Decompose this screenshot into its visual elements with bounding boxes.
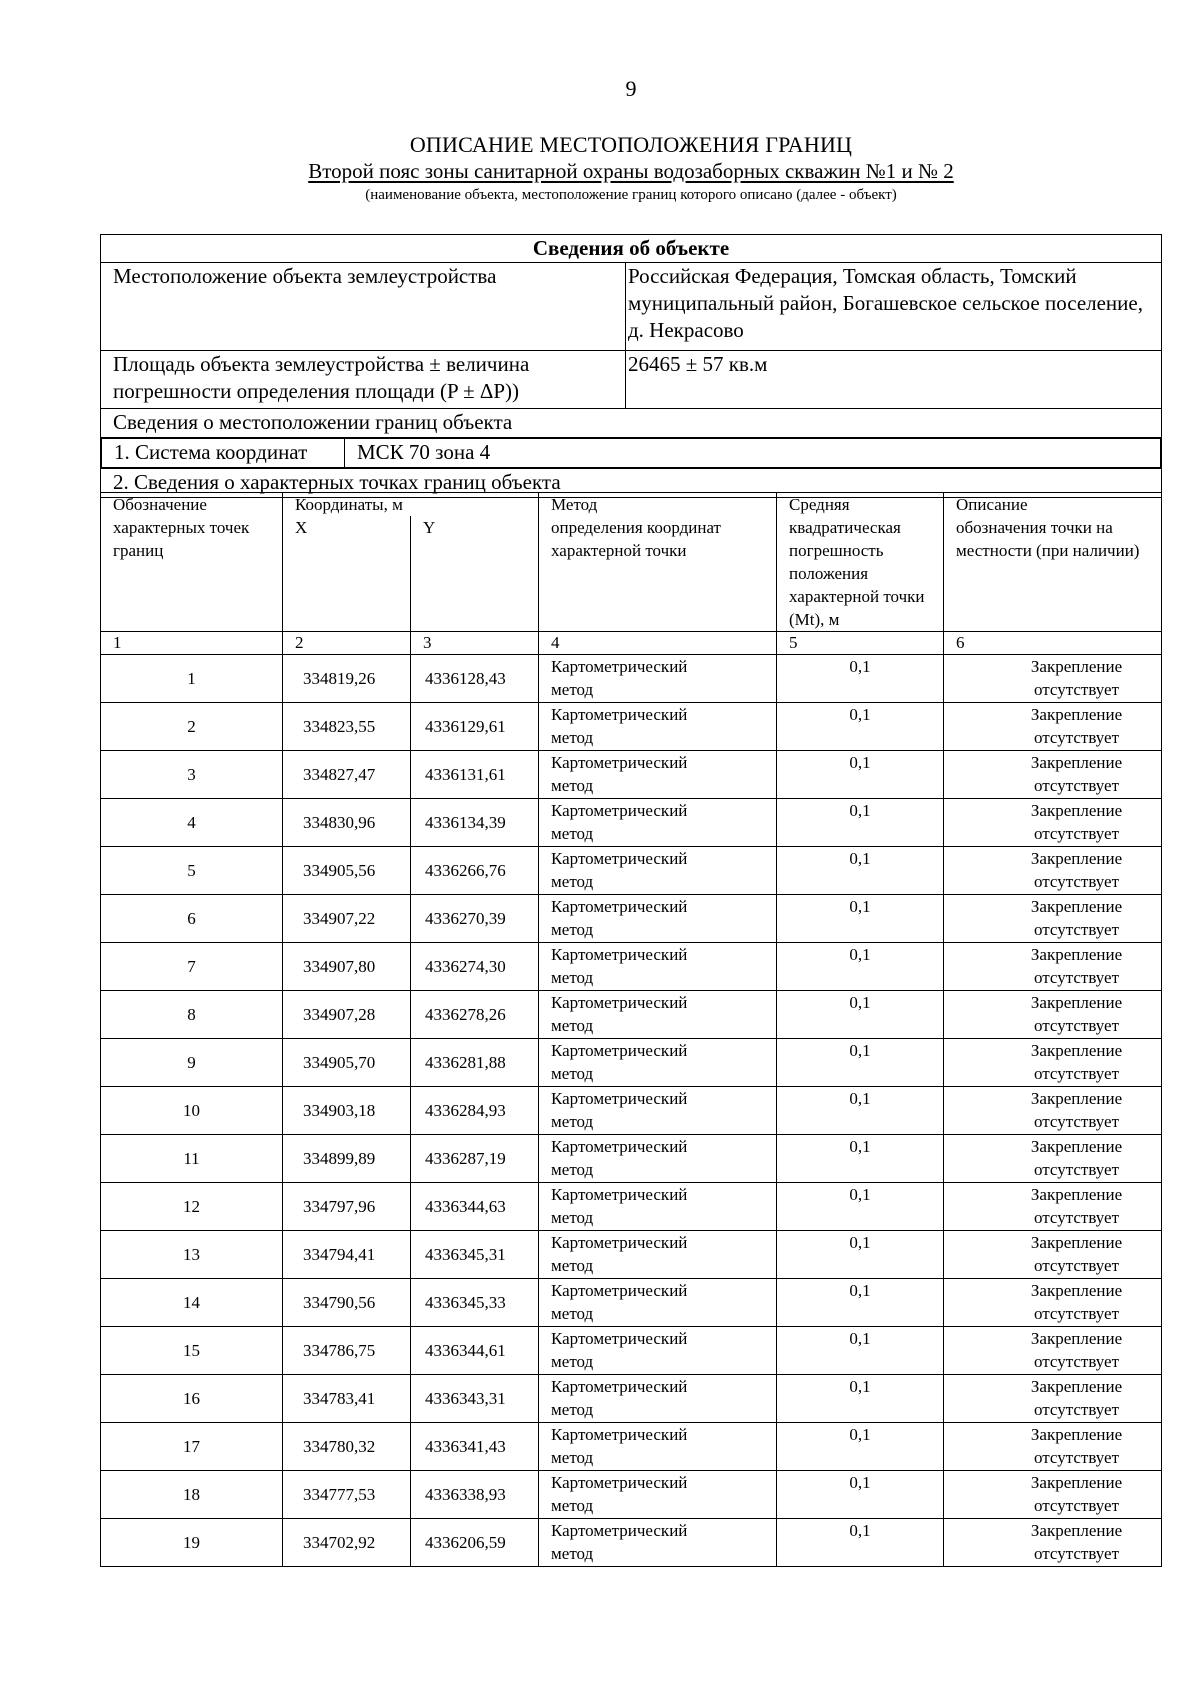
point-method-line1: Картометрический <box>551 945 688 964</box>
point-y: 4336129,61 <box>411 703 539 751</box>
point-method-line1: Картометрический <box>551 993 688 1012</box>
table-row <box>101 799 1162 847</box>
location-label: Местоположение объекта землеустройства <box>101 263 626 351</box>
point-method-line2: метод <box>551 1016 594 1035</box>
col-error-top: Средняя <box>777 493 944 517</box>
point-description-line1: Закрепление <box>1030 1137 1123 1156</box>
point-number: 17 <box>101 1423 283 1471</box>
point-method-line2: метод <box>551 1304 594 1323</box>
point-description <box>944 703 1162 751</box>
point-description-line1: Закрепление <box>1030 1521 1123 1540</box>
point-description-line1: Закрепление <box>1030 1281 1123 1300</box>
point-method <box>539 1375 777 1423</box>
point-description-line2: отсутствует <box>1033 968 1120 987</box>
point-description-line2: отсутствует <box>1033 872 1120 891</box>
point-error: 0,1 <box>777 703 944 751</box>
point-description-line2: отсутствует <box>1033 1544 1120 1563</box>
column-number: 1 <box>101 632 283 655</box>
point-number: 5 <box>101 847 283 895</box>
point-error: 0,1 <box>777 1327 944 1375</box>
table-row <box>101 1375 1162 1423</box>
point-method <box>539 1039 777 1087</box>
point-method-line2: метод <box>551 1448 594 1467</box>
point-description-line1: Закрепление <box>1030 1473 1123 1492</box>
point-method-line2: метод <box>551 1496 594 1515</box>
point-method-line2: метод <box>551 1208 594 1227</box>
point-number: 16 <box>101 1375 283 1423</box>
point-description <box>944 1423 1162 1471</box>
point-error: 0,1 <box>777 895 944 943</box>
points-table <box>100 492 1162 1567</box>
point-description <box>944 1231 1162 1279</box>
point-method <box>539 703 777 751</box>
col-coordinates-top: Координаты, м <box>283 493 539 517</box>
point-number: 12 <box>101 1183 283 1231</box>
point-method-line2: метод <box>551 1256 594 1275</box>
point-method-line2: метод <box>551 1160 594 1179</box>
boundaries-header: Сведения о местоположении границ объекта <box>101 409 1162 438</box>
col-designation-top: Обозначение <box>101 493 283 517</box>
point-y: 4336287,19 <box>411 1135 539 1183</box>
point-method-line1: Картометрический <box>551 1473 688 1492</box>
point-y: 4336338,93 <box>411 1471 539 1519</box>
point-number: 7 <box>101 943 283 991</box>
point-description <box>944 1327 1162 1375</box>
object-info-header: Сведения об объекте <box>101 235 1162 263</box>
object-info-table <box>100 234 1162 498</box>
point-y: 4336134,39 <box>411 799 539 847</box>
point-error: 0,1 <box>777 991 944 1039</box>
point-x: 334819,26 <box>283 655 411 703</box>
point-method-line1: Картометрический <box>551 1137 688 1156</box>
area-value: 26465 ± 57 кв.м <box>626 351 1162 409</box>
point-x: 334790,56 <box>283 1279 411 1327</box>
col-designation-bottom: характерных точек границ <box>101 516 283 632</box>
document-title: ОПИСАНИЕ МЕСТОПОЛОЖЕНИЯ ГРАНИЦ <box>409 132 853 157</box>
point-error: 0,1 <box>777 1039 944 1087</box>
col-x-header: X <box>283 516 411 632</box>
point-y: 4336131,61 <box>411 751 539 799</box>
point-x: 334830,96 <box>283 799 411 847</box>
point-x: 334907,22 <box>283 895 411 943</box>
table-row <box>101 1279 1162 1327</box>
point-description <box>944 1519 1162 1567</box>
point-method-line2: метод <box>551 1400 594 1419</box>
point-x: 334794,41 <box>283 1231 411 1279</box>
point-method-line1: Картометрический <box>551 705 688 724</box>
point-method-line2: метод <box>551 776 594 795</box>
point-method-line2: метод <box>551 920 594 939</box>
location-value: Российская Федерация, Томская область, Томский муниципальный район, Богашевское сельское поселение, д. Некрасово <box>626 263 1162 351</box>
point-description-line2: отсутствует <box>1033 1064 1120 1083</box>
point-method-line2: метод <box>551 872 594 891</box>
point-method-line1: Картометрический <box>551 657 688 676</box>
point-description-line2: отсутствует <box>1033 776 1120 795</box>
point-error: 0,1 <box>777 943 944 991</box>
col-y-header: Y <box>411 516 539 632</box>
col-error-bottom: квадратическая погрешность положения характерной точки (Mt), м <box>777 516 944 632</box>
point-description <box>944 991 1162 1039</box>
table-row <box>101 1471 1162 1519</box>
point-description <box>944 1375 1162 1423</box>
table-row <box>101 1423 1162 1471</box>
point-x: 334780,32 <box>283 1423 411 1471</box>
point-number: 14 <box>101 1279 283 1327</box>
point-description-line1: Закрепление <box>1030 897 1123 916</box>
point-description-line1: Закрепление <box>1030 1089 1123 1108</box>
table-row <box>101 1135 1162 1183</box>
point-number: 2 <box>101 703 283 751</box>
point-y: 4336128,43 <box>411 655 539 703</box>
point-method-line2: метод <box>551 1352 594 1371</box>
point-description-line2: отсутствует <box>1033 1208 1120 1227</box>
point-description <box>944 1183 1162 1231</box>
point-error: 0,1 <box>777 655 944 703</box>
point-description <box>944 1087 1162 1135</box>
point-x: 334903,18 <box>283 1087 411 1135</box>
table-row <box>101 943 1162 991</box>
point-method-line1: Картометрический <box>551 1089 688 1108</box>
point-y: 4336343,31 <box>411 1375 539 1423</box>
table-row <box>101 1231 1162 1279</box>
point-y: 4336281,88 <box>411 1039 539 1087</box>
point-method <box>539 895 777 943</box>
column-number: 5 <box>777 632 944 655</box>
point-method-line1: Картометрический <box>551 753 688 772</box>
point-description <box>944 847 1162 895</box>
points-header-row-top <box>101 493 1162 517</box>
coord-system-label: 1. Система координат <box>102 439 345 468</box>
point-description <box>944 1135 1162 1183</box>
point-x: 334777,53 <box>283 1471 411 1519</box>
points-header: 2. Сведения о характерных точках границ объекта <box>101 469 1162 498</box>
table-row <box>101 895 1162 943</box>
point-number: 4 <box>101 799 283 847</box>
point-description <box>944 799 1162 847</box>
point-description-line1: Закрепление <box>1030 657 1123 676</box>
point-method <box>539 751 777 799</box>
point-description-line2: отсутствует <box>1033 1256 1120 1275</box>
point-description-line1: Закрепление <box>1030 945 1123 964</box>
point-description <box>944 943 1162 991</box>
point-description-line1: Закрепление <box>1030 753 1123 772</box>
point-x: 334905,56 <box>283 847 411 895</box>
point-description <box>944 751 1162 799</box>
point-method-line2: метод <box>551 1112 594 1131</box>
point-description-line2: отсутствует <box>1033 680 1120 699</box>
point-method <box>539 1231 777 1279</box>
table-row <box>101 991 1162 1039</box>
point-description <box>944 655 1162 703</box>
column-numbers-row <box>101 632 1162 655</box>
column-number: 2 <box>283 632 411 655</box>
point-description-line1: Закрепление <box>1030 1329 1123 1348</box>
column-number: 6 <box>944 632 1162 655</box>
area-label: Площадь объекта землеустройства ± величина погрешности определения площади (P ± ΔP)) <box>101 351 626 409</box>
point-y: 4336284,93 <box>411 1087 539 1135</box>
point-description <box>944 895 1162 943</box>
point-y: 4336274,30 <box>411 943 539 991</box>
point-method <box>539 1423 777 1471</box>
point-description-line2: отсутствует <box>1033 1400 1120 1419</box>
point-method <box>539 655 777 703</box>
point-method-line2: метод <box>551 1544 594 1563</box>
point-y: 4336266,76 <box>411 847 539 895</box>
column-number: 4 <box>539 632 777 655</box>
point-method <box>539 847 777 895</box>
point-number: 9 <box>101 1039 283 1087</box>
point-x: 334786,75 <box>283 1327 411 1375</box>
point-description-line1: Закрепление <box>1030 1425 1123 1444</box>
point-description-line2: отсутствует <box>1033 1304 1120 1323</box>
point-x: 334823,55 <box>283 703 411 751</box>
table-row <box>101 655 1162 703</box>
point-error: 0,1 <box>777 751 944 799</box>
point-description <box>944 1471 1162 1519</box>
table-row <box>101 1183 1162 1231</box>
point-method <box>539 1327 777 1375</box>
point-y: 4336344,61 <box>411 1327 539 1375</box>
point-method-line1: Картометрический <box>551 849 688 868</box>
point-error: 0,1 <box>777 1183 944 1231</box>
point-error: 0,1 <box>777 1423 944 1471</box>
point-x: 334907,28 <box>283 991 411 1039</box>
point-x: 334827,47 <box>283 751 411 799</box>
coord-system-value: МСК 70 зона 4 <box>345 439 1161 468</box>
point-y: 4336341,43 <box>411 1423 539 1471</box>
point-error: 0,1 <box>777 1135 944 1183</box>
point-description-line2: отсутствует <box>1033 1352 1120 1371</box>
point-method-line1: Картометрический <box>551 897 688 916</box>
point-description-line1: Закрепление <box>1030 1377 1123 1396</box>
point-method-line1: Картометрический <box>551 1521 688 1540</box>
point-description-line1: Закрепление <box>1030 801 1123 820</box>
point-method-line2: метод <box>551 728 594 747</box>
point-method-line1: Картометрический <box>551 1185 688 1204</box>
point-method-line1: Картометрический <box>551 1281 688 1300</box>
column-number: 3 <box>411 632 539 655</box>
coord-system-row <box>101 438 1162 469</box>
point-method-line2: метод <box>551 680 594 699</box>
point-x: 334907,80 <box>283 943 411 991</box>
point-method-line2: метод <box>551 968 594 987</box>
point-y: 4336270,39 <box>411 895 539 943</box>
point-description-line2: отсутствует <box>1033 1016 1120 1035</box>
point-method-line1: Картометрический <box>551 1233 688 1252</box>
point-number: 18 <box>101 1471 283 1519</box>
point-error: 0,1 <box>777 1375 944 1423</box>
col-method-top: Метод <box>539 493 777 517</box>
point-number: 11 <box>101 1135 283 1183</box>
point-number: 19 <box>101 1519 283 1567</box>
point-description-line1: Закрепление <box>1030 1233 1123 1252</box>
point-description <box>944 1279 1162 1327</box>
points-body <box>101 655 1162 1567</box>
point-x: 334797,96 <box>283 1183 411 1231</box>
point-y: 4336344,63 <box>411 1183 539 1231</box>
table-row <box>101 847 1162 895</box>
point-method-line2: метод <box>551 824 594 843</box>
point-method-line1: Картометрический <box>551 1425 688 1444</box>
point-method <box>539 991 777 1039</box>
point-description-line2: отсутствует <box>1033 1160 1120 1179</box>
point-method-line1: Картометрический <box>551 1377 688 1396</box>
point-method-line1: Картометрический <box>551 1041 688 1060</box>
points-header-row-bottom <box>101 516 1162 632</box>
point-description-line1: Закрепление <box>1030 705 1123 724</box>
point-description-line1: Закрепление <box>1030 993 1123 1012</box>
point-description-line2: отсутствует <box>1033 728 1120 747</box>
table-row <box>101 1087 1162 1135</box>
col-description-top: Описание <box>944 493 1162 517</box>
table-row <box>101 1327 1162 1375</box>
point-method <box>539 799 777 847</box>
point-method <box>539 1183 777 1231</box>
point-error: 0,1 <box>777 847 944 895</box>
point-error: 0,1 <box>777 1519 944 1567</box>
point-number: 3 <box>101 751 283 799</box>
table-row <box>101 751 1162 799</box>
point-error: 0,1 <box>777 799 944 847</box>
page-number: 9 <box>625 76 637 101</box>
point-y: 4336345,33 <box>411 1279 539 1327</box>
point-error: 0,1 <box>777 1087 944 1135</box>
point-number: 6 <box>101 895 283 943</box>
point-x: 334702,92 <box>283 1519 411 1567</box>
object-name <box>0 159 1200 184</box>
point-y: 4336278,26 <box>411 991 539 1039</box>
table-row <box>101 1519 1162 1567</box>
point-number: 13 <box>101 1231 283 1279</box>
table-row <box>101 703 1162 751</box>
point-method <box>539 1135 777 1183</box>
point-method <box>539 943 777 991</box>
col-description-bottom: обозначения точки на местности (при наличии) <box>944 516 1162 632</box>
point-description-line2: отсутствует <box>1033 824 1120 843</box>
point-error: 0,1 <box>777 1231 944 1279</box>
point-number: 10 <box>101 1087 283 1135</box>
col-method-bottom: определения координат характерной точки <box>539 516 777 632</box>
point-method <box>539 1087 777 1135</box>
point-y: 4336206,59 <box>411 1519 539 1567</box>
point-method-line2: метод <box>551 1064 594 1083</box>
point-x: 334783,41 <box>283 1375 411 1423</box>
point-number: 1 <box>101 655 283 703</box>
point-method-line1: Картометрический <box>551 1329 688 1348</box>
point-error: 0,1 <box>777 1279 944 1327</box>
point-description-line2: отсутствует <box>1033 920 1120 939</box>
object-name-text: Второй пояс зоны санитарной охраны водозаборных скважин №1 и № 2 <box>308 159 954 183</box>
point-x: 334905,70 <box>283 1039 411 1087</box>
point-method <box>539 1519 777 1567</box>
point-error: 0,1 <box>777 1471 944 1519</box>
point-description-line2: отсутствует <box>1033 1448 1120 1467</box>
point-description <box>944 1039 1162 1087</box>
point-description-line2: отсутствует <box>1033 1112 1120 1131</box>
point-method <box>539 1471 777 1519</box>
point-y: 4336345,31 <box>411 1231 539 1279</box>
point-description-line1: Закрепление <box>1030 849 1123 868</box>
point-method <box>539 1279 777 1327</box>
point-number: 8 <box>101 991 283 1039</box>
point-number: 15 <box>101 1327 283 1375</box>
point-description-line2: отсутствует <box>1033 1496 1120 1515</box>
point-description-line1: Закрепление <box>1030 1185 1123 1204</box>
object-name-caption: (наименование объекта, местоположение границ которого описано (далее - объект) <box>365 187 897 203</box>
point-x: 334899,89 <box>283 1135 411 1183</box>
point-method-line1: Картометрический <box>551 801 688 820</box>
point-description-line1: Закрепление <box>1030 1041 1123 1060</box>
table-row <box>101 1039 1162 1087</box>
